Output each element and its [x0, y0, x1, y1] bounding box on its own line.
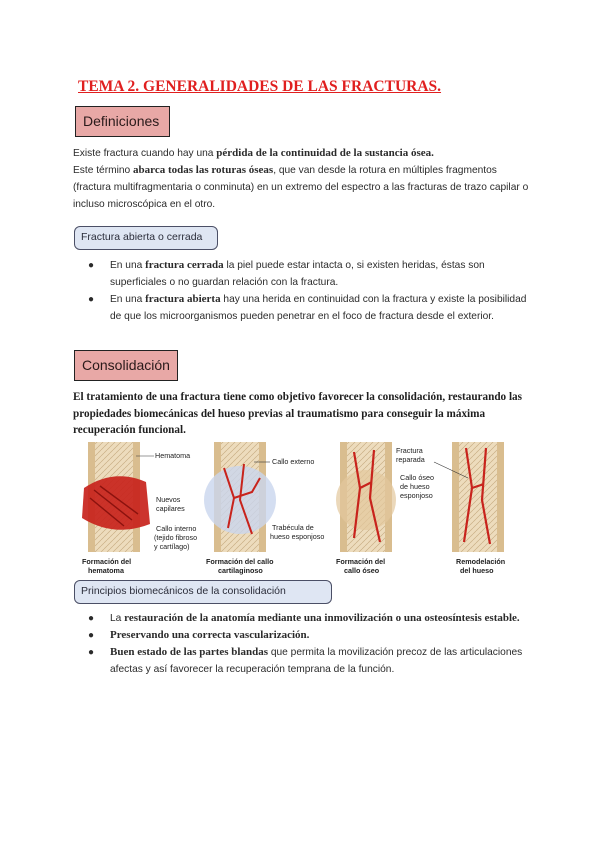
- caption-remodelacion: Remodelación: [456, 557, 506, 566]
- item-text: En una: [110, 294, 146, 305]
- label-hematoma: Hematoma: [155, 451, 191, 460]
- bone-shaft: [452, 442, 504, 552]
- caption-del-hueso: del hueso: [460, 566, 494, 575]
- label-esponjoso: esponjoso: [400, 491, 433, 500]
- label-nuevos-capilares: Nuevos: [156, 495, 181, 504]
- caption-hematoma: hematoma: [88, 566, 124, 575]
- caption-cartilaginoso: cartilaginoso: [218, 566, 263, 575]
- heading-principios: Principios biomecánicos de la consolidación: [74, 580, 332, 604]
- list-item: [88, 610, 528, 627]
- label-callo-oseo: Callo óseo: [400, 473, 434, 482]
- panel-hematoma: [82, 442, 197, 575]
- list-fractura-tipos: [88, 257, 528, 325]
- page-title: TEMA 2. GENERALIDADES DE LAS FRACTURAS.: [78, 78, 442, 95]
- heading-fractura-abierta: Fractura abierta o cerrada: [74, 226, 218, 250]
- termino-rest: , que van desde la rotura en múltiples fragmentos (fractura multifragmentaria o conminuta) en un extremo del espectro a las fracturas de trazo capilar o incluso microscópica en el otro.: [73, 165, 529, 210]
- caption-callo-oseo: callo óseo: [344, 566, 380, 575]
- list-item: [88, 627, 528, 644]
- label-fractura: Fractura: [396, 446, 423, 455]
- label-callo-externo: Callo externo: [272, 457, 315, 466]
- label-tejido-fibroso: (tejido fibroso: [154, 533, 198, 542]
- label-cartilago: y cartílago): [154, 542, 190, 551]
- panel-callo-oseo: [336, 442, 396, 575]
- bullet-icon: ●: [88, 647, 95, 658]
- bullet-icon: ●: [88, 613, 95, 624]
- list-principios: [88, 610, 528, 678]
- bullet-icon: ●: [88, 260, 95, 271]
- caption-formacion-hematoma: Formación del: [82, 557, 132, 566]
- termino-text: Este término: [73, 165, 134, 176]
- paragraph-definicion: [73, 145, 533, 213]
- fracture-healing-figure: [74, 438, 529, 580]
- item-bold: Buen estado de las partes blandas: [110, 646, 269, 658]
- label-trabecula: Trabécula de: [272, 523, 314, 532]
- caption-formacion-callo: Formación del callo: [206, 557, 274, 566]
- item-bold: fractura cerrada: [145, 259, 224, 271]
- item-bold: Preservando una correcta vascularización.: [110, 629, 310, 641]
- item-text-rest: hay una herida en continuidad con la fractura y existe la posibilidad de que los microorganismos pueden penetrar en el foco de fractura desde el exterior.: [110, 294, 527, 322]
- bullet-icon: ●: [88, 294, 95, 305]
- label-capilares: capilares: [156, 504, 185, 513]
- label-callo-interno: Callo interno: [156, 524, 197, 533]
- item-text-rest: la piel puede estar intacta o, si existen heridas, éstas son superficiales o no guardan relación con la fractura.: [110, 260, 485, 288]
- definicion-text: Existe fractura cuando hay una: [73, 148, 217, 159]
- label-hueso-esponjoso: hueso esponjoso: [270, 532, 325, 541]
- item-bold: fractura abierta: [145, 293, 221, 305]
- heading-consolidacion: Consolidación: [74, 350, 178, 381]
- caption-formacion-callo-oseo: Formación del: [336, 557, 386, 566]
- termino-bold: abarca todas las roturas óseas: [133, 164, 274, 176]
- hematoma-mass: [82, 476, 150, 530]
- item-text: En una: [110, 260, 146, 271]
- panel-callo-cartilaginoso: [204, 442, 324, 575]
- list-item: [88, 291, 528, 325]
- list-item: [88, 257, 528, 291]
- item-text: La: [110, 613, 125, 624]
- item-text-rest: que permita la movilización precoz de las articulaciones afectas y así favorecer la recuperación temprana de la función.: [110, 647, 523, 675]
- definicion-bold: pérdida de la continuidad de la sustancia ósea.: [216, 147, 434, 159]
- callus-bone: [336, 470, 396, 530]
- label-de-hueso: de hueso: [400, 482, 430, 491]
- list-item: [88, 644, 528, 678]
- cortex-right: [497, 442, 504, 552]
- panel-remodelacion: [396, 442, 505, 575]
- item-bold: restauración de la anatomía mediante una inmovilización o una osteosíntesis estable.: [124, 612, 520, 624]
- label-reparada: reparada: [396, 455, 425, 464]
- cortex-left: [452, 442, 459, 552]
- consolidacion-intro: El tratamiento de una fractura tiene como objetivo favorecer la consolidación, restaurando las propiedades biomecánicas del hueso previas al traumatismo para conseguir la máxima recuperación funcional.: [73, 391, 522, 436]
- bullet-icon: ●: [88, 630, 95, 641]
- heading-definiciones: Definiciones: [75, 106, 170, 137]
